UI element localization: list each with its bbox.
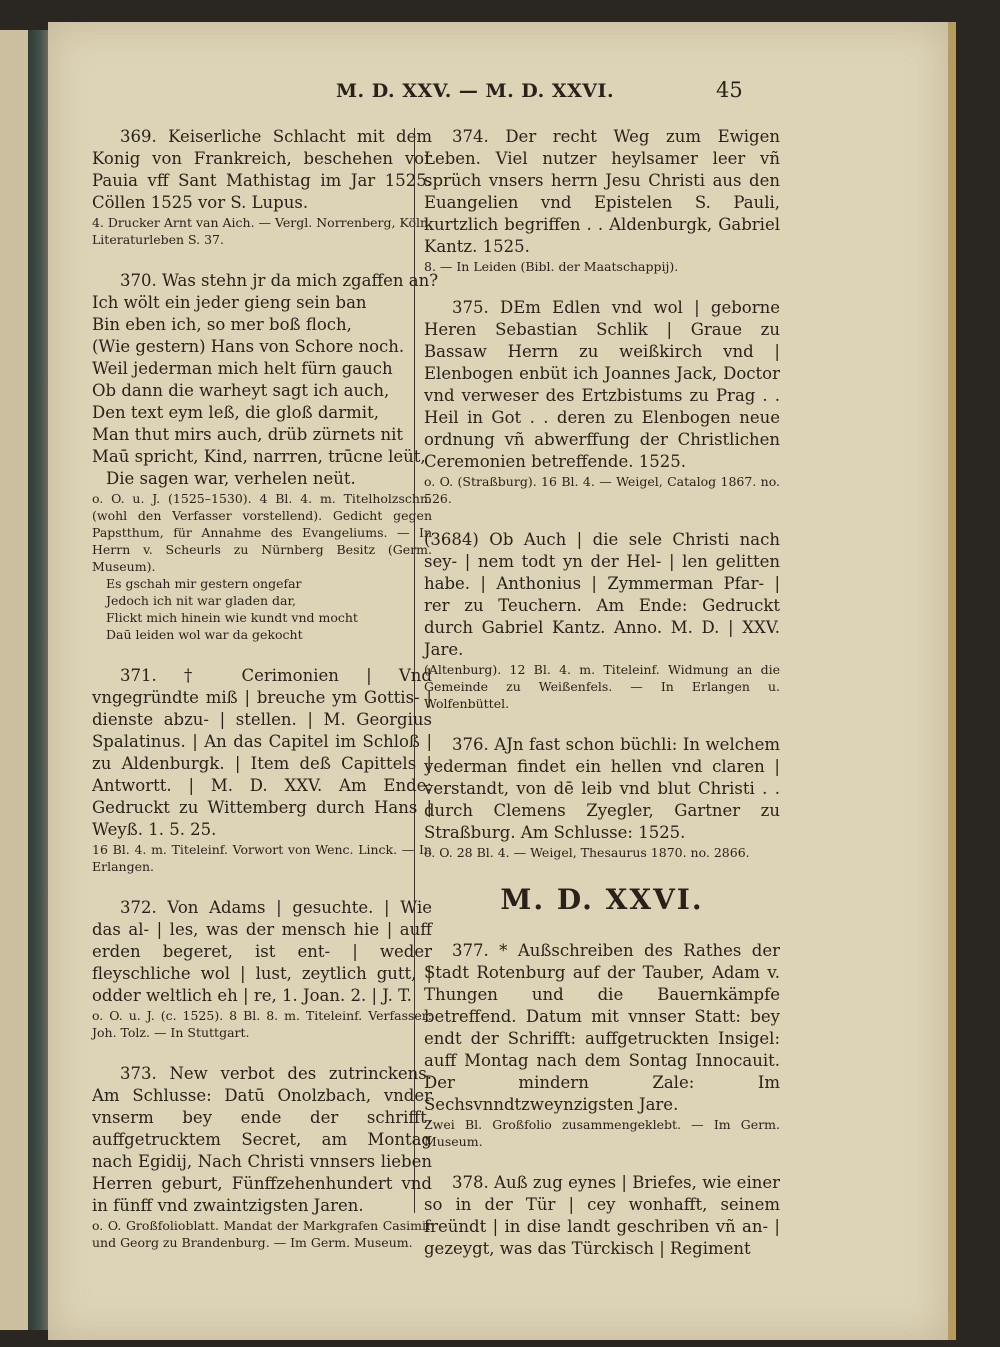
- entry-text: 377. * Außschreiben des Rathes der Stadt Rotenburg auf der Tauber, Adam v. Thungen und die Bauernkämpfe betreffend. Datum mit vnnser Statt: bey endt der Schrifft: auffgetruckten Insigel: auff Montag nach dem Sontag Innocauit. Der mindern Zale: Im Sechsvnndtzweynzigsten Jare.: [424, 941, 780, 1114]
- verse-line: (Wie gestern) Hans von Schore noch.: [92, 337, 405, 356]
- entry-note: o. O. (Straßburg). 16 Bl. 4. — Weigel, Catalog 1867. no. 526.: [424, 474, 780, 506]
- entry-note: o. O. u. J. (c. 1525). 8 Bl. 8. m. Titeleinf. Verfasser: Joh. Tolz. — In Stuttgart.: [92, 1008, 432, 1040]
- entry-text: 374. Der recht Weg zum Ewigen Leben. Viel nutzer heylsamer leer vñ sprüch vnsers herrn Jesu Christi aus den Euangelien vnd Epistelen S. Pauli, kurtzlich begriffen . . Aldenburgk, Gabriel Kantz. 1525.: [424, 127, 780, 256]
- verse-line: Es gschah mir gestern ongefar: [106, 576, 302, 591]
- entry-377: [424, 940, 780, 1150]
- entry-373: [92, 1063, 432, 1251]
- verse-line: Daū leiden wol war da gekocht: [106, 627, 303, 642]
- entry-note: 8. — In Leiden (Bibl. der Maatschappij).: [424, 259, 679, 274]
- entry-text: 373. New verbot des zutrinckens. Am Schlusse: Datū Onolzbach, vnder vnserm bey ende der schrifft, auffgetrucktem Secret, am Montag nach Egidij, Nach Christi vnnsers lieben Herren geburt, Fünffzehenhundert vnd in fünff vnd zwaintzigsten Jaren.: [92, 1064, 432, 1215]
- entry-note: Zwei Bl. Großfolio zusammengeklebt. — Im Germ. Museum.: [424, 1117, 780, 1149]
- entry-note: o. O. u. J. (1525–1530). 4 Bl. 4. m. Titelholzschn. (wohl den Verfasser vorstellend). Gedicht gegen Papstthum, für Annahme des Evangeliums. — In Herrn v. Scheurls zu Nürnberg Besitz (Germ. Museum).: [92, 491, 432, 574]
- entry-note: o. O. Großfolioblatt. Mandat der Markgrafen Casimir und Georg zu Brandenburg. — Im Germ. Museum.: [92, 1218, 432, 1250]
- entry-text: 371. † Cerimonien | Vnd vngegründte miß | breuche ym Gottis- | dienste abzu- | stellen. | M. Georgius Spalatinus. | An das Capitel im Schloß | zu Aldenburgk. | Item deß Capittels | Antwortt. | M. D. XXV. Am Ende: Gedruckt zu Wittemberg durch Hans | Weyß. 1. 5. 25.: [92, 666, 432, 839]
- verse-line: Bin eben ich, so mer boß floch,: [92, 315, 352, 334]
- entry-370: [92, 270, 439, 643]
- page-number: 45: [716, 78, 743, 102]
- entry-371: [92, 665, 432, 875]
- entry-text: 378. Auß zug eynes | Briefes, wie einer so in der Tür | cey wonhafft, seinem freündt | in dise landt geschriben vñ an- | gezeygt, was das Türckisch | Regiment: [424, 1173, 780, 1258]
- verse-line: Ob dann die warheyt sagt ich auch,: [92, 381, 390, 400]
- entry-note: 16 Bl. 4. m. Titeleinf. Vorwort von Wenc. Linck. — In Erlangen.: [92, 842, 432, 874]
- entry-374: [424, 126, 780, 275]
- verse-line: Flickt mich hinein wie kundt vnd mocht: [106, 610, 358, 625]
- entry-text: 369. Keiserliche Schlacht mit dem Konig von Frankreich, beschehen vor Pauia vff Sant Mathistag im Jar 1525. Cöllen 1525 vor S. Lupus.: [92, 127, 432, 212]
- entry-378: [424, 1172, 780, 1260]
- entry-small-verse: [92, 575, 432, 643]
- entry-372: [92, 897, 432, 1041]
- book-page: [48, 22, 956, 1340]
- verse-line: 370. Was stehn jr da mich zgaffen an?: [120, 271, 439, 290]
- entry-note: 4. Drucker Arnt van Aich. — Vergl. Norrenberg, Köln. Literaturleben S. 37.: [92, 215, 432, 247]
- book-spine: [28, 30, 48, 1330]
- entry-note: o. O. 28 Bl. 4. — Weigel, Thesaurus 1870. no. 2866.: [424, 845, 750, 860]
- entry-376: [424, 734, 780, 861]
- verse-line: Man thut mirs auch, drüb zürnets nit: [92, 425, 404, 444]
- section-heading: M. D. XXVI.: [500, 883, 704, 916]
- entry-375: [424, 297, 780, 507]
- verse-line: Jedoch ich nit war gladen dar,: [106, 593, 297, 608]
- verse-line: Den text eym leß, die gloß darmit,: [92, 403, 379, 422]
- entry-note: (Altenburg). 12 Bl. 4. m. Titeleinf. Widmung an die Gemeinde zu Weißenfels. — In Erlangen u. Wolfenbüttel.: [424, 662, 780, 711]
- entry-3684: [424, 529, 780, 712]
- entry-text: 372. Von Adams | gesuchte. | Wie das al- | les, was der mensch hie | auff erden begeret, ist ent- | weder fleyschliche wol | lust, zeytlich gutt, | odder weltlich eh | re, 1. Joan. 2. | J. T.: [92, 898, 432, 1005]
- entry-369: [92, 126, 432, 248]
- entry-text: 376. AJn fast schon büchli: In welchem yederman findet ein hellen vnd claren | verstandt, von dē leib vnd blut Christi . . durch Clemens Zyegler, Gartner zu Straßburg. Am Schlusse: 1525.: [424, 735, 780, 842]
- verse-line: Ich wölt ein jeder gieng sein ban: [92, 293, 367, 312]
- entry-text: (3684) Ob Auch | die sele Christi nach sey- | nem todt yn der Hel- | len gelitten habe. | Anthonius | Zymmerman Pfar- | rer zu Teuchern. Am Ende: Gedruckt durch Gabriel Kantz. Anno. M. D. | XXV. Jare.: [424, 530, 780, 659]
- right-column: [424, 126, 780, 1282]
- verse-line: Die sagen war, verhelen neüt.: [106, 469, 356, 488]
- verse-line: Maū spricht, Kind, narrren, trūcne leüt,: [92, 447, 426, 466]
- left-column: [92, 126, 439, 1273]
- running-header: M. D. XXV. — M. D. XXVI.: [336, 80, 615, 102]
- entry-text: 375. DEm Edlen vnd wol | geborne Heren Sebastian Schlik | Graue zu Bassaw Herrn zu weißkirch vnd | Elenbogen enbüt ich Joannes Jack, Doctor vnd verweser des Ertzbistums zu Prag . . Heil in Got . . deren zu Elenbogen neue ordnung vñ abwerffung der Christlichen Ceremonien betreffende. 1525.: [424, 298, 780, 471]
- entry-verse: [92, 270, 439, 490]
- verse-line: Weil jederman mich helt fürn gauch: [92, 359, 393, 378]
